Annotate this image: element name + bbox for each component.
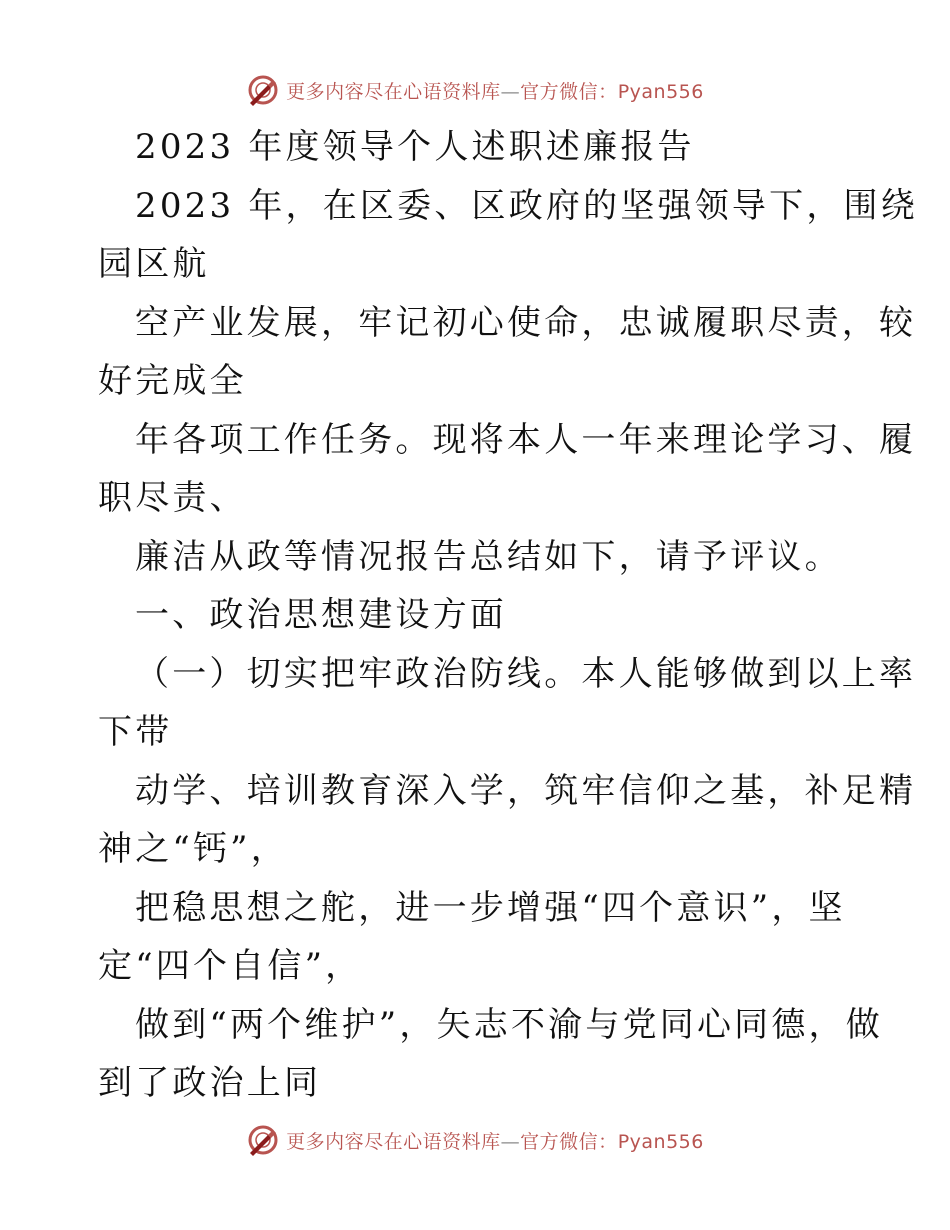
header-separator: — — [500, 80, 521, 103]
header-watermark-banner — [0, 70, 950, 110]
footer-watermark-banner — [0, 1120, 950, 1160]
pen-logo-icon — [246, 1123, 280, 1157]
document-title: 2023 年度领导个人述职述廉报告 — [135, 127, 695, 167]
document-line: 园区航 — [98, 244, 210, 284]
document-line: 定“四个自信”， — [98, 946, 363, 986]
footer-separator: — — [500, 1130, 521, 1153]
header-brand: 更多内容尽在心语资料库 — [286, 80, 501, 103]
document-line: 把稳思想之舵，进一步增强“四个意识”，坚 — [135, 887, 846, 928]
document-line: 2023 年，在区委、区政府的坚强领导下，围绕 — [135, 185, 918, 226]
header-label: 官方微信： — [520, 80, 618, 103]
document-line: 一、政治思想建设方面 — [135, 595, 507, 635]
document-body — [98, 118, 918, 1113]
document-line: 空产业发展，牢记初心使命，忠诚履职尽责，较 — [135, 302, 917, 343]
footer-wechat-id: Pyan556 — [617, 1130, 704, 1153]
footer-brand: 更多内容尽在心语资料库 — [286, 1130, 501, 1153]
document-line: （一）切实把牢政治防线。本人能够做到以上率 — [135, 653, 917, 694]
pen-logo-icon — [246, 73, 280, 107]
document-line: 到了政治上同 — [98, 1063, 322, 1103]
document-line: 廉洁从政等情况报告总结如下，请予评议。 — [135, 536, 842, 577]
header-wechat-id: Pyan556 — [617, 80, 704, 103]
document-line: 职尽责、 — [98, 478, 247, 518]
document-line: 好完成全 — [98, 361, 247, 401]
document-line: 神之“钙”， — [98, 829, 288, 869]
document-line: 做到“两个维护”，矢志不渝与党同心同德，做 — [135, 1004, 883, 1045]
footer-label: 官方微信： — [520, 1130, 618, 1153]
document-line: 动学、培训教育深入学，筑牢信仰之基，补足精 — [135, 770, 917, 811]
header-watermark-text — [286, 77, 704, 104]
document-line: 下带 — [98, 712, 173, 752]
footer-watermark-text — [286, 1127, 704, 1154]
document-line: 年各项工作任务。现将本人一年来理论学习、履 — [135, 419, 917, 460]
